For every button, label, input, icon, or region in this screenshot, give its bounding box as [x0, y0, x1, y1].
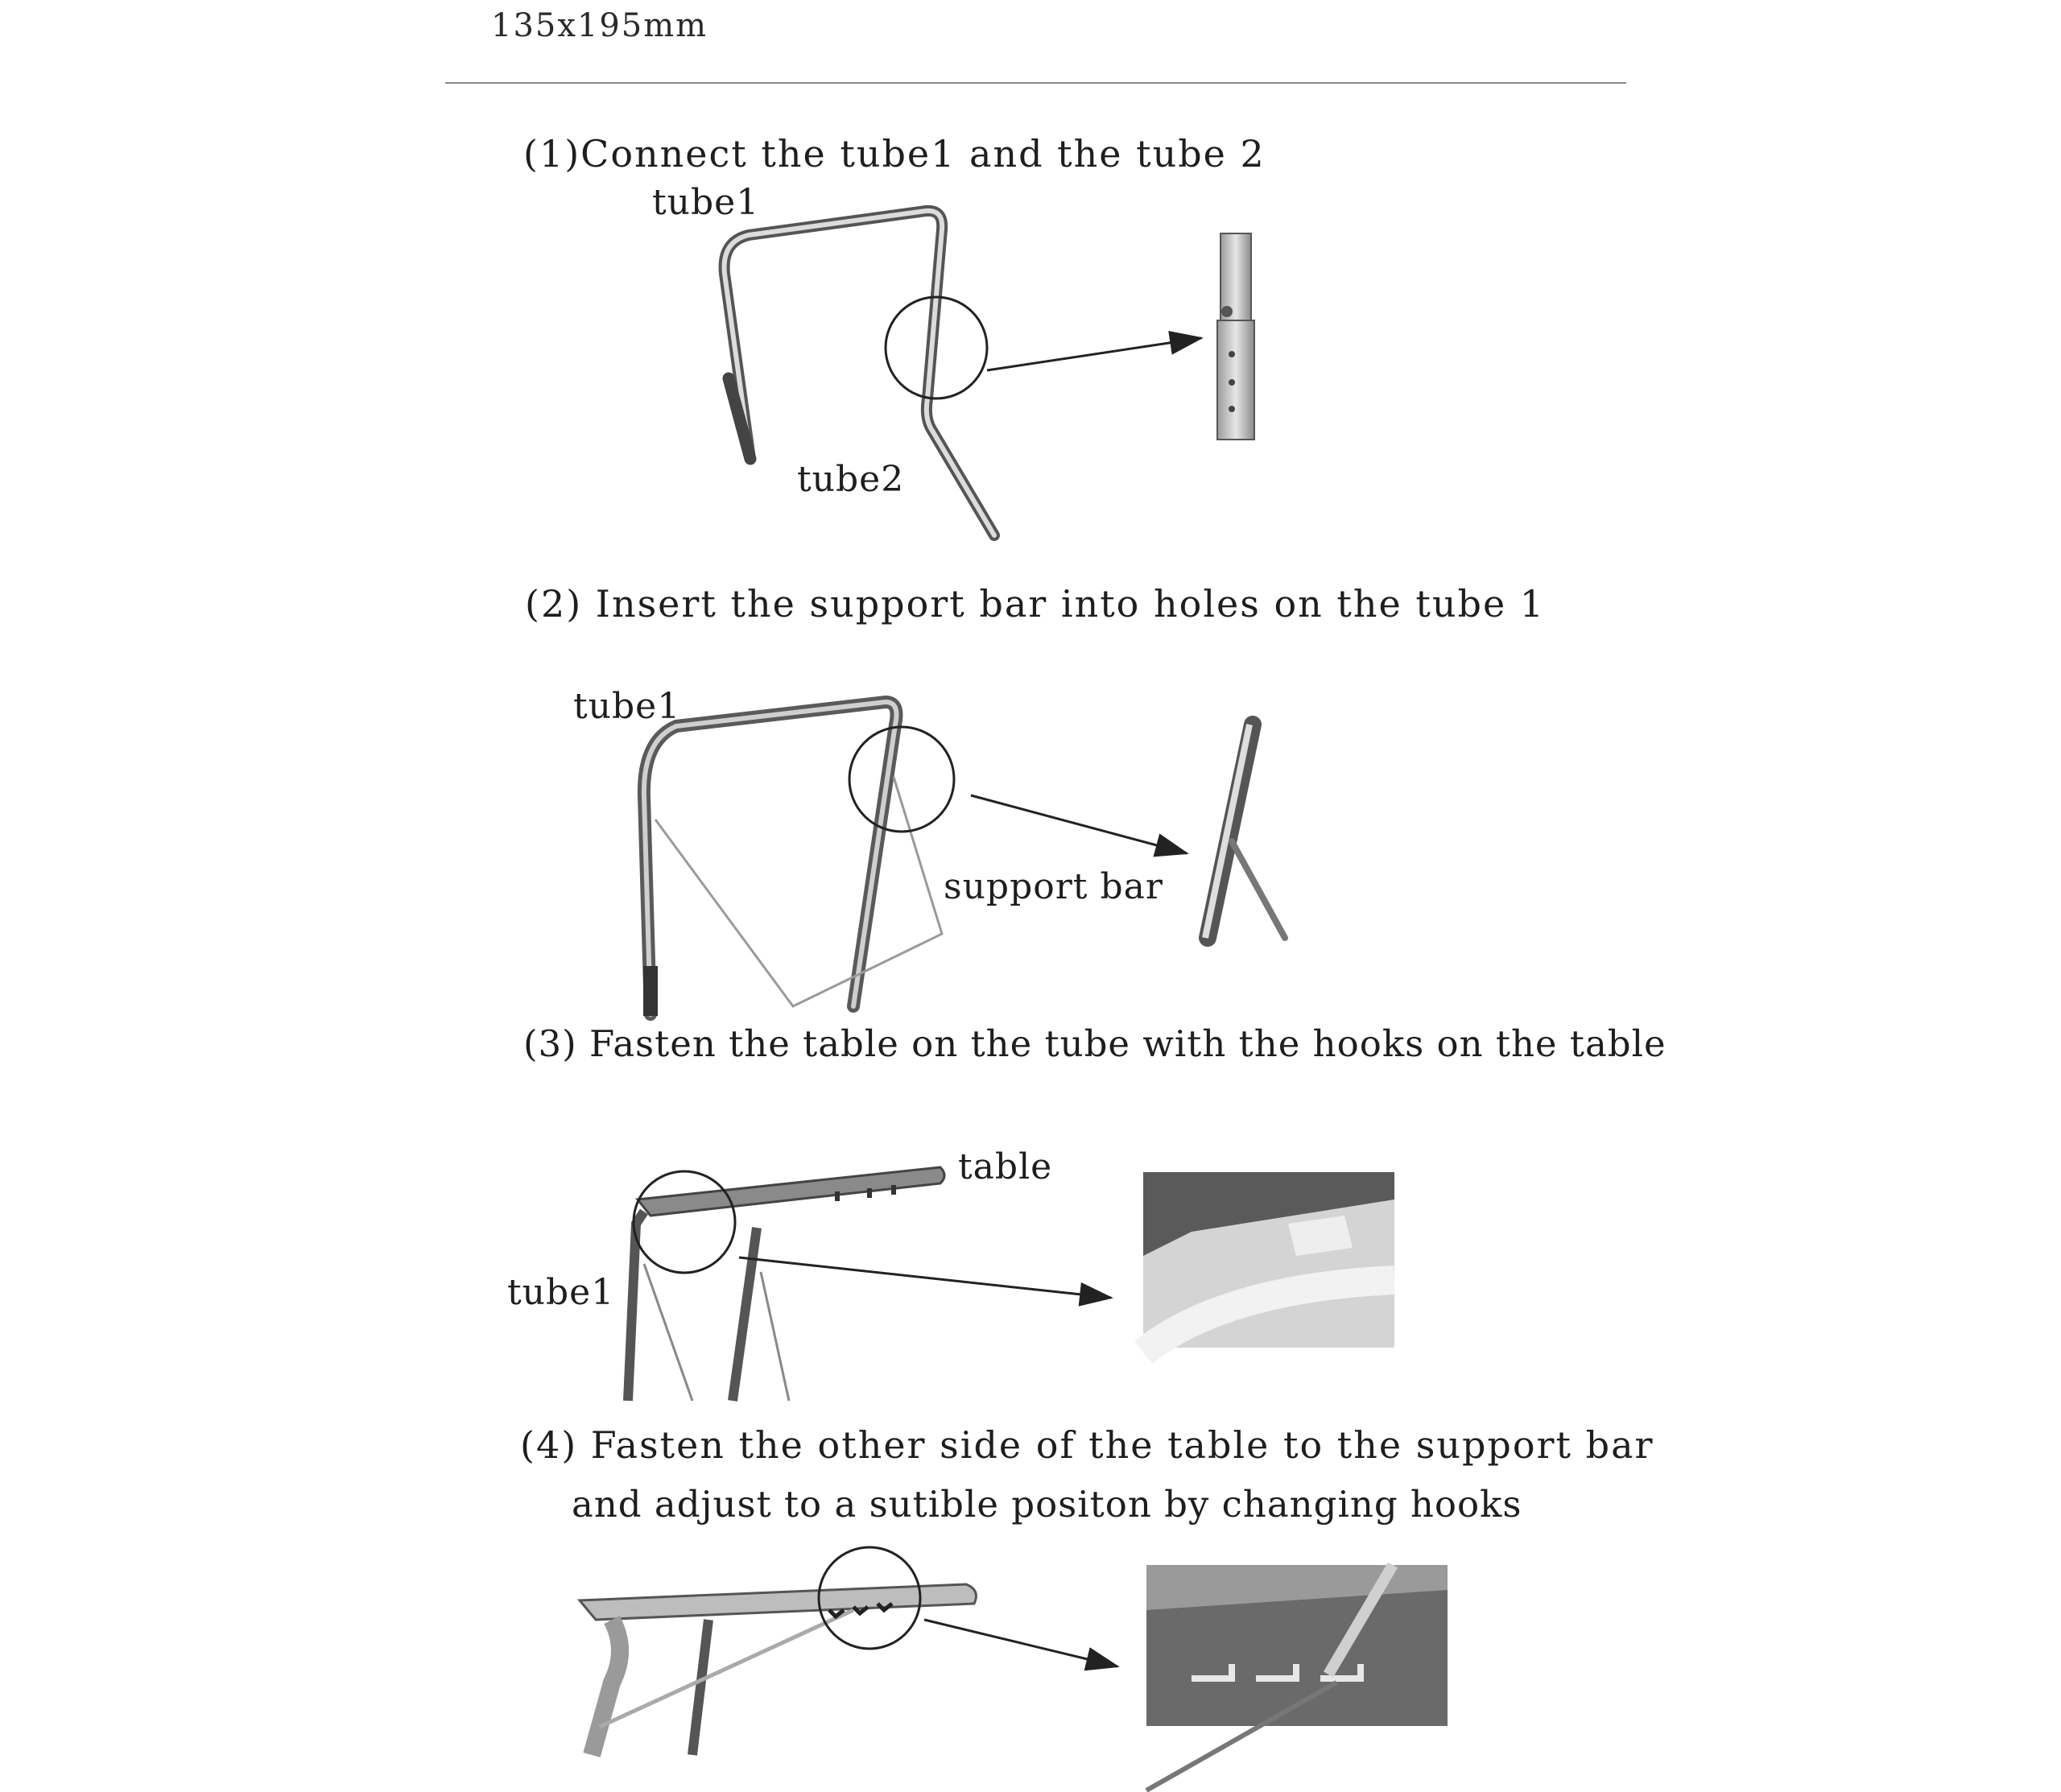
step-1-joint-detail	[1217, 233, 1254, 440]
step-3-hook-detail-photo	[1143, 1172, 1394, 1352]
step-1-tube2-label: tube2	[797, 459, 905, 500]
step-4-title-line-1: (4) Fasten the other side of the table to the support bar	[520, 1423, 1654, 1467]
step-1-title: (1)Connect the tube1 and the tube 2	[523, 132, 1266, 175]
step-2-tube1-label: tube1	[573, 686, 681, 727]
step-4-hook-detail-photo	[1146, 1565, 1448, 1790]
step-4-title-line-2: and adjust to a sutible positon by changing hooks	[572, 1483, 1522, 1526]
step-3-table-label: table	[958, 1146, 1053, 1187]
step-4-table-drawing	[580, 1584, 976, 1755]
step-3-table-drawing	[628, 1167, 944, 1401]
step-2-title: (2) Insert the support bar into holes on the tube 1	[525, 582, 1546, 626]
step-2-hole-detail	[1205, 725, 1285, 938]
step-3-title: (3) Fasten the table on the tube with the hooks on the table	[523, 1022, 1667, 1065]
step-2-arrow	[971, 795, 1187, 853]
step-1-tube1-label: tube1	[652, 182, 760, 223]
step-3-tube1-label: tube1	[507, 1272, 615, 1313]
page-size-label: 135x195mm	[491, 7, 708, 44]
step-3-arrow	[739, 1257, 1111, 1298]
step-4-arrow	[924, 1620, 1117, 1666]
step-2-frame-drawing	[644, 702, 942, 1016]
step-2-support-bar-label: support bar	[944, 866, 1163, 907]
step-3-detail-circle	[634, 1171, 735, 1273]
step-1-arrow	[987, 338, 1201, 370]
step-1-frame-drawing	[725, 211, 994, 535]
step-2-detail-circle	[849, 727, 954, 832]
